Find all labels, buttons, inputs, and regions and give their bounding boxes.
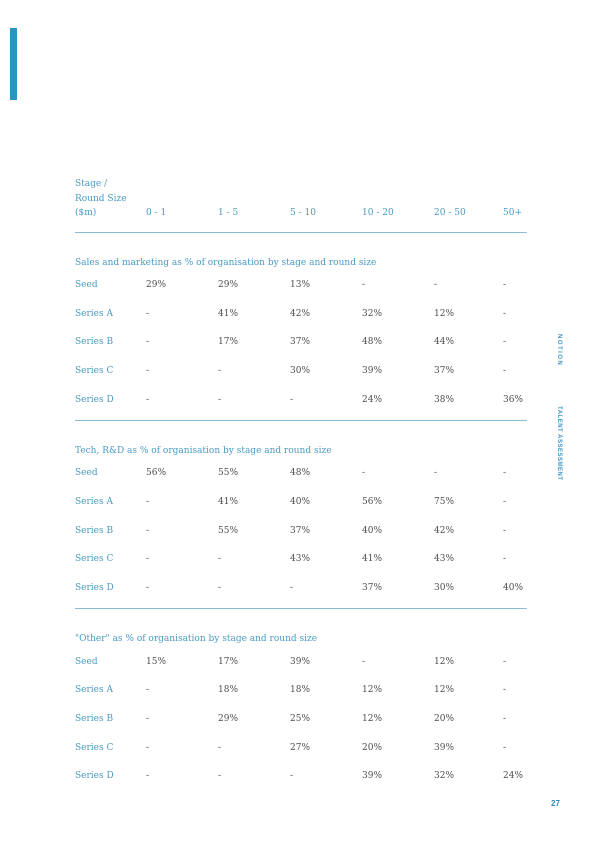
cell-value: 55%: [218, 525, 239, 536]
cell-value: 41%: [218, 308, 239, 319]
section-rows: [75, 647, 527, 790]
table-row: [75, 271, 527, 300]
cell-value: -: [503, 656, 507, 667]
column-header: 0 - 1: [146, 208, 167, 218]
cell-value: 12%: [434, 656, 455, 667]
cell-value: 24%: [503, 771, 524, 782]
cell-value: -: [218, 554, 222, 565]
cell-value: -: [290, 771, 294, 782]
cell-value: 37%: [362, 583, 383, 594]
cell-value: -: [218, 742, 222, 753]
cell-value: 36%: [503, 394, 524, 405]
cell-value: -: [146, 365, 150, 376]
cell-value: -: [146, 525, 150, 536]
cell-value: 12%: [362, 685, 383, 696]
cell-value: 43%: [290, 554, 311, 565]
cell-value: -: [290, 583, 294, 594]
cell-value: -: [146, 308, 150, 319]
cell-value: -: [503, 308, 507, 319]
cell-value: 39%: [434, 742, 455, 753]
cell-value: 13%: [290, 279, 311, 290]
section-rows: [75, 271, 527, 414]
cell-value: -: [503, 685, 507, 696]
cell-value: 12%: [434, 308, 455, 319]
cell-value: 29%: [218, 279, 239, 290]
section-divider: [75, 608, 527, 609]
cell-value: -: [218, 365, 222, 376]
cell-value: -: [290, 394, 294, 405]
cell-value: -: [146, 685, 150, 696]
cell-value: -: [503, 468, 507, 479]
cell-value: 29%: [146, 279, 167, 290]
cell-value: 20%: [362, 742, 383, 753]
cell-value: -: [503, 554, 507, 565]
cell-value: 17%: [218, 656, 239, 667]
cell-value: 24%: [362, 394, 383, 405]
section-title: Sales and marketing as % of organisation by stage and round size: [75, 257, 377, 268]
cell-value: -: [503, 496, 507, 507]
row-label: Series D: [75, 771, 114, 782]
table-header: [75, 177, 527, 221]
column-header: 10 - 20: [362, 208, 394, 218]
cell-value: 40%: [503, 583, 524, 594]
cell-value: 41%: [218, 496, 239, 507]
cell-value: -: [218, 771, 222, 782]
cell-value: 30%: [290, 365, 311, 376]
table-row: [75, 357, 527, 386]
column-header: 5 - 10: [290, 208, 316, 218]
row-label: Series B: [75, 714, 114, 725]
row-label: Series C: [75, 742, 114, 753]
table-row: [75, 762, 527, 791]
cell-value: 15%: [146, 656, 167, 667]
cell-value: -: [503, 742, 507, 753]
cell-value: 39%: [290, 656, 311, 667]
table-row: [75, 647, 527, 676]
row-label: Series D: [75, 583, 114, 594]
row-label: Seed: [75, 279, 98, 290]
cell-value: 39%: [362, 771, 383, 782]
row-label: Series B: [75, 337, 114, 348]
cell-value: -: [146, 337, 150, 348]
cell-value: -: [146, 583, 150, 594]
cell-value: 40%: [362, 525, 383, 536]
cell-value: -: [503, 714, 507, 725]
section-title: "Other" as % of organisation by stage and round size: [75, 634, 318, 645]
cell-value: 32%: [362, 308, 383, 319]
table-row: [75, 574, 527, 603]
cell-value: 30%: [434, 583, 455, 594]
cell-value: 56%: [362, 496, 383, 507]
cell-value: 25%: [290, 714, 311, 725]
table-row: [75, 705, 527, 734]
cell-value: 18%: [290, 685, 311, 696]
cell-value: -: [146, 554, 150, 565]
cell-value: 39%: [362, 365, 383, 376]
header-row-label-line: Round Size: [75, 193, 127, 204]
section-other: [75, 633, 527, 790]
cell-value: 37%: [290, 525, 311, 536]
cell-value: -: [218, 583, 222, 594]
cell-value: -: [218, 394, 222, 405]
cell-value: 27%: [290, 742, 311, 753]
header-row-label: [75, 177, 146, 221]
page-number: 27: [551, 799, 560, 808]
cell-value: 38%: [434, 394, 455, 405]
cell-value: -: [503, 365, 507, 376]
cell-value: -: [503, 525, 507, 536]
cell-value: -: [362, 468, 366, 479]
section-title: Tech, R&D as % of organisation by stage and round size: [75, 445, 332, 456]
section-sales-marketing: [75, 257, 527, 414]
column-header: 1 - 5: [218, 208, 239, 218]
row-label: Seed: [75, 468, 98, 479]
table-row: [75, 488, 527, 517]
row-label: Series D: [75, 394, 114, 405]
table-row: [75, 516, 527, 545]
cell-value: -: [146, 714, 150, 725]
cell-value: 37%: [434, 365, 455, 376]
column-header: 50+: [503, 208, 522, 218]
cell-value: -: [434, 468, 438, 479]
cell-value: 75%: [434, 496, 455, 507]
table-row: [75, 459, 527, 488]
row-label: Series B: [75, 525, 114, 536]
header-row-label-line: Stage /: [75, 179, 108, 189]
table-row: [75, 328, 527, 357]
cell-value: 40%: [290, 496, 311, 507]
row-label: Series C: [75, 365, 114, 376]
cell-value: 56%: [146, 468, 167, 479]
cell-value: -: [362, 656, 366, 667]
cell-value: 55%: [218, 468, 239, 479]
header-divider: [75, 232, 527, 233]
cell-value: 12%: [362, 714, 383, 725]
side-label-notion: NOTION: [556, 334, 562, 367]
cell-value: 48%: [362, 337, 383, 348]
table-row: [75, 385, 527, 414]
cell-value: -: [503, 279, 507, 290]
row-label: Series A: [75, 308, 113, 319]
column-header: 20 - 50: [434, 208, 466, 218]
cell-value: -: [146, 771, 150, 782]
cell-value: -: [146, 394, 150, 405]
cell-value: 37%: [290, 337, 311, 348]
cell-value: 43%: [434, 554, 455, 565]
table-row: [75, 733, 527, 762]
brand-bar: [10, 28, 17, 100]
side-label-talent-assessment: TALENT ASSESSMENT: [556, 406, 562, 481]
cell-value: 44%: [434, 337, 455, 348]
cell-value: 42%: [434, 525, 455, 536]
section-tech-rd: [75, 445, 527, 602]
cell-value: -: [434, 279, 438, 290]
cell-value: 32%: [434, 771, 455, 782]
cell-value: -: [146, 742, 150, 753]
table-row: [75, 545, 527, 574]
cell-value: 41%: [362, 554, 383, 565]
cell-value: 29%: [218, 714, 239, 725]
row-label: Series A: [75, 685, 113, 696]
cell-value: -: [146, 496, 150, 507]
section-rows: [75, 459, 527, 602]
cell-value: 20%: [434, 714, 455, 725]
row-label: Seed: [75, 656, 98, 667]
cell-value: -: [503, 337, 507, 348]
table-row: [75, 676, 527, 705]
cell-value: 42%: [290, 308, 311, 319]
cell-value: 48%: [290, 468, 311, 479]
table-row: [75, 299, 527, 328]
section-divider: [75, 420, 527, 421]
header-row-label-line: ($m): [75, 208, 97, 218]
cell-value: -: [362, 279, 366, 290]
tables-area: [75, 177, 527, 791]
cell-value: 12%: [434, 685, 455, 696]
cell-value: 17%: [218, 337, 239, 348]
cell-value: 18%: [218, 685, 239, 696]
row-label: Series A: [75, 496, 113, 507]
row-label: Series C: [75, 554, 114, 565]
